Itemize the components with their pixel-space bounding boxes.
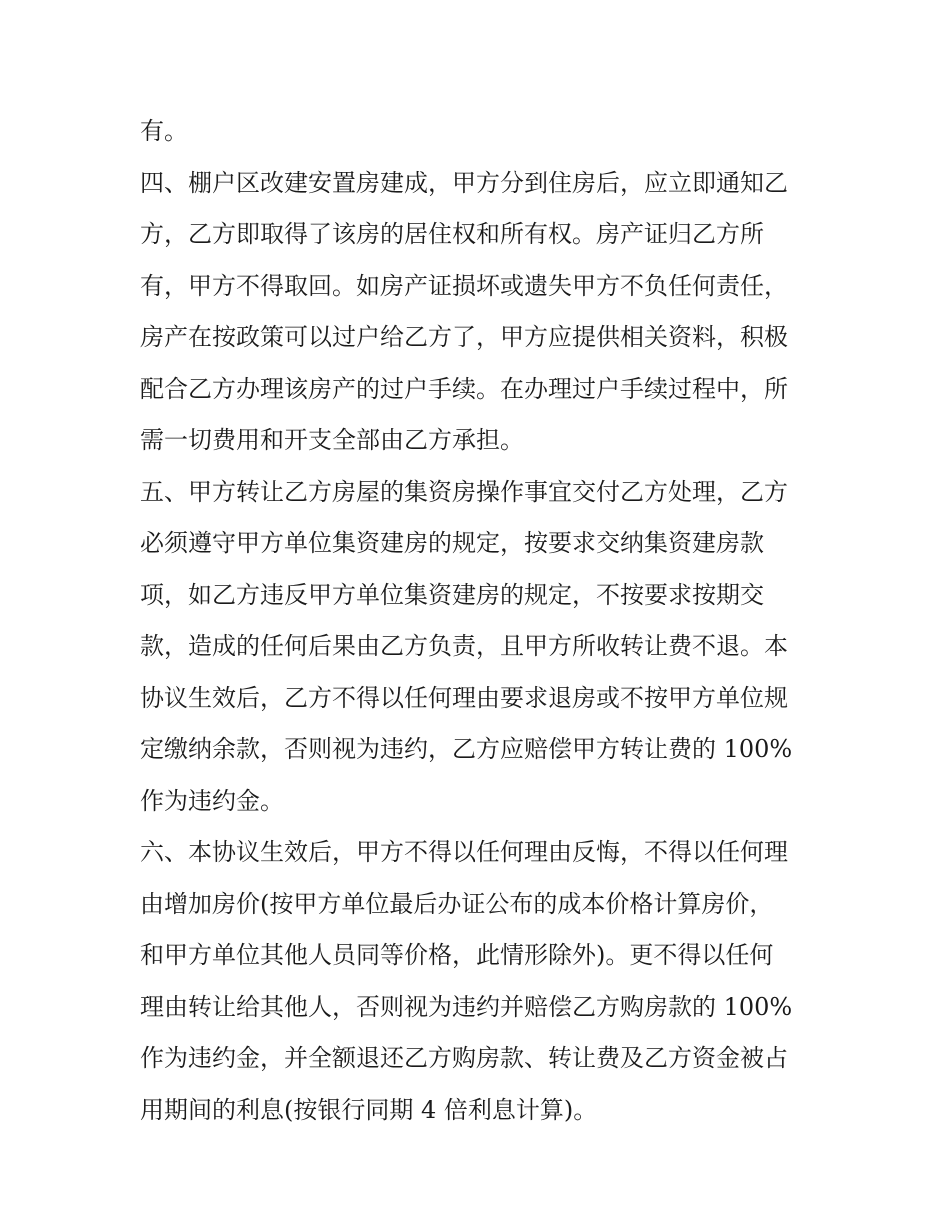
text-line: 有，甲方不得取回。如房产证损坏或遗失甲方不负任何责任， <box>140 271 788 300</box>
text-line: 项，如乙方违反甲方单位集资建房的规定，不按要求按期交 <box>140 580 764 609</box>
text-line: 四、棚户区改建安置房建成，甲方分到住房后，应立即通知乙 <box>140 168 788 197</box>
text-line: 作为违约金。 <box>140 786 284 815</box>
text-line: 作为违约金，并全额退还乙方购房款、转让费及乙方资金被占 <box>140 1044 788 1072</box>
document-body <box>140 106 812 1136</box>
text-line: 理由转让给其他人，否则视为违约并赔偿乙方购房款的 100% <box>140 992 793 1021</box>
text-line: 六、本协议生效后，甲方不得以任何理由反悔，不得以任何理 <box>140 838 788 866</box>
text-line: 方，乙方即取得了该房的居住权和所有权。房产证归乙方所 <box>140 220 764 248</box>
text-line: 五、甲方转让乙方房屋的集资房操作事宜交付乙方处理，乙方 <box>140 477 788 506</box>
text-line: 需一切费用和开支全部由乙方承担。 <box>140 426 524 454</box>
text-line: 房产在按政策可以过户给乙方了，甲方应提供相关资料，积极 <box>140 323 788 351</box>
text-line: 由增加房价(按甲方单位最后办证公布的成本价格计算房价， <box>140 889 774 918</box>
text-line: 必须遵守甲方单位集资建房的规定，按要求交纳集资建房款 <box>140 529 764 557</box>
text-line: 配合乙方办理该房产的过户手续。在办理过户手续过程中，所 <box>140 374 788 403</box>
text-line: 和甲方单位其他人员同等价格，此情形除外)。更不得以任何 <box>140 941 774 969</box>
text-line: 用期间的利息(按银行同期 4 倍利息计算)。 <box>140 1095 598 1124</box>
text-line: 定缴纳余款，否则视为违约，乙方应赔偿甲方转让费的 100% <box>140 735 793 763</box>
text-line: 有。 <box>140 117 188 145</box>
text-line: 协议生效后，乙方不得以任何理由要求退房或不按甲方单位规 <box>140 683 788 712</box>
text-line: 款，造成的任何后果由乙方负责，且甲方所收转让费不退。本 <box>140 632 788 660</box>
